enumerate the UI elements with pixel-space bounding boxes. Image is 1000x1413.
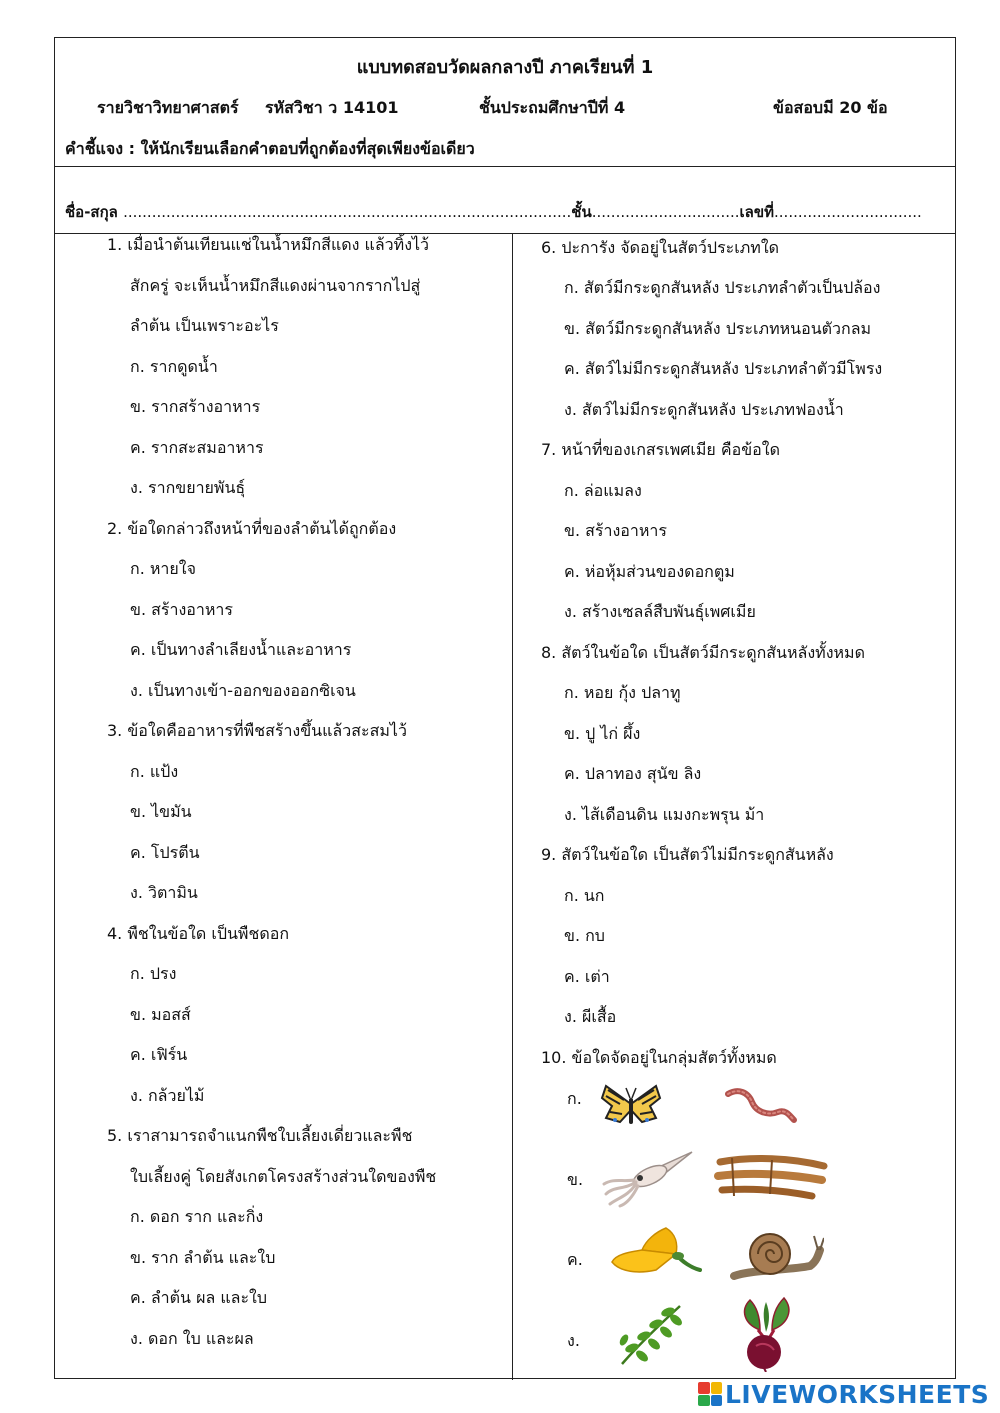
question-count: ข้อสอบมี 20 ข้อ — [773, 98, 888, 117]
roots-image — [712, 1146, 828, 1204]
earthworm-image — [722, 1086, 800, 1126]
question-5-line-2: ใบเลี้ยงคู่ โดยสังเกตโครงสร้างส่วนใดของพืช — [130, 1167, 437, 1186]
q4-option-c[interactable]: ค. เฟิร์น — [130, 1045, 188, 1064]
number-label: เลขที่ — [739, 203, 775, 221]
butterfly-image — [600, 1082, 662, 1132]
divider-line — [55, 166, 955, 167]
q2-option-d[interactable]: ง. เป็นทางเข้า-ออกของออกซิเจน — [130, 681, 356, 700]
q7-option-d[interactable]: ง. สร้างเซลล์สืบพันธุ์เพศเมีย — [564, 602, 756, 621]
class-field[interactable]: ............................... — [591, 203, 740, 221]
question-1-line-2: สักครู่ จะเห็นน้ำหมึกสีแดงผ่านจากรากไปสู่ — [130, 276, 421, 295]
q5-option-b[interactable]: ข. ราก ลำต้น และใบ — [130, 1248, 276, 1267]
subject-code: รหัสวิชา ว 14101 — [265, 98, 399, 117]
class-label: ชั้น — [571, 203, 592, 221]
question-9: 9. สัตว์ในข้อใด เป็นสัตว์ไม่มีกระดูกสันหลัง — [541, 845, 834, 864]
q8-option-c[interactable]: ค. ปลาทอง สุนัข ลิง — [564, 764, 702, 783]
question-2: 2. ข้อใดกล่าวถึงหน้าที่ของลำต้นได้ถูกต้อง — [107, 519, 397, 538]
grade-level: ชั้นประถมศึกษาปีที่ 4 — [479, 98, 626, 117]
name-field[interactable]: .............................................................................................. — [123, 203, 572, 221]
q5-option-d[interactable]: ง. ดอก ใบ และผล — [130, 1329, 254, 1348]
q8-option-b[interactable]: ข. ปู ไก่ ผึ้ง — [564, 724, 641, 743]
q10-option-b[interactable]: ข. — [567, 1170, 584, 1189]
number-field[interactable]: ............................... — [774, 203, 922, 221]
q1-option-b[interactable]: ข. รากสร้างอาหาร — [130, 397, 261, 416]
logo-text: LIVEWORKSHEETS — [725, 1379, 990, 1409]
q4-option-b[interactable]: ข. มอสส์ — [130, 1005, 191, 1024]
question-5-line-1: 5. เราสามารถจำแนกพืชใบเลี้ยงเดี่ยวและพืช — [107, 1126, 413, 1145]
q2-option-c[interactable]: ค. เป็นทางลำเลียงน้ำและอาหาร — [130, 640, 352, 659]
snail-image — [730, 1226, 824, 1282]
q6-option-d[interactable]: ง. สัตว์ไม่มีกระดูกสันหลัง ประเภทฟองน้ำ — [564, 400, 844, 419]
question-3: 3. ข้อใดคืออาหารที่พืชสร้างขึ้นแล้วสะสมไว้ — [107, 721, 407, 740]
q5-option-a[interactable]: ก. ดอก ราก และกิ่ง — [130, 1207, 264, 1226]
q2-option-a[interactable]: ก. หายใจ — [130, 559, 196, 578]
squid-image — [600, 1146, 698, 1208]
q8-option-a[interactable]: ก. หอย กุ้ง ปลาทู — [564, 683, 681, 702]
flower-image — [606, 1222, 704, 1280]
q6-option-a[interactable]: ก. สัตว์มีกระดูกสันหลัง ประเภทลำตัวเป็นปล้อง — [564, 278, 881, 297]
q3-option-a[interactable]: ก. แป้ง — [130, 762, 179, 781]
q1-option-a[interactable]: ก. รากดูดน้ำ — [130, 357, 218, 376]
subject-label: รายวิชาวิทยาศาสตร์ — [97, 98, 239, 117]
q2-option-b[interactable]: ข. สร้างอาหาร — [130, 600, 233, 619]
question-8: 8. สัตว์ในข้อใด เป็นสัตว์มีกระดูกสันหลังทั้งหมด — [541, 643, 865, 662]
q7-option-b[interactable]: ข. สร้างอาหาร — [564, 521, 667, 540]
q7-option-c[interactable]: ค. ห่อหุ้มส่วนของดอกตูม — [564, 562, 735, 581]
leaves-image — [612, 1298, 686, 1370]
q9-option-a[interactable]: ก. นก — [564, 886, 605, 905]
beetroot-image — [736, 1296, 798, 1372]
q7-option-a[interactable]: ก. ล่อแมลง — [564, 481, 642, 500]
question-4: 4. พืชในข้อใด เป็นพืชดอก — [107, 924, 289, 943]
question-6: 6. ปะการัง จัดอยู่ในสัตว์ประเภทใด — [541, 238, 780, 257]
liveworksheets-logo — [698, 1378, 989, 1410]
q6-option-b[interactable]: ข. สัตว์มีกระดูกสันหลัง ประเภทหนอนตัวกลม — [564, 319, 872, 338]
q9-option-b[interactable]: ข. กบ — [564, 926, 605, 945]
logo-grid-icon — [698, 1382, 722, 1406]
q3-option-d[interactable]: ง. วิตามิน — [130, 883, 198, 902]
q1-option-c[interactable]: ค. รากสะสมอาหาร — [130, 438, 264, 457]
q5-option-c[interactable]: ค. ลำต้น ผล และใบ — [130, 1288, 268, 1307]
q4-option-d[interactable]: ง. กล้วยไม้ — [130, 1086, 205, 1105]
q9-option-d[interactable]: ง. ผีเสื้อ — [564, 1007, 617, 1026]
question-1-line-3: ลำต้น เป็นเพราะอะไร — [130, 316, 279, 335]
q9-option-c[interactable]: ค. เต่า — [564, 967, 610, 986]
column-divider — [512, 233, 513, 1380]
question-1-line-1: 1. เมื่อนำต้นเทียนแช่ในน้ำหมึกสีแดง แล้วทิ้งไว้ — [107, 235, 430, 254]
question-7: 7. หน้าที่ของเกสรเพศเมีย คือข้อใด — [541, 440, 780, 459]
q3-option-c[interactable]: ค. โปรตีน — [130, 843, 200, 862]
q6-option-c[interactable]: ค. สัตว์ไม่มีกระดูกสันหลัง ประเภทลำตัวมีโพรง — [564, 359, 883, 378]
student-info-row — [65, 200, 922, 224]
instruction: คำชี้แจง : ให้นักเรียนเลือกคำตอบที่ถูกต้องที่สุดเพียงข้อเดียว — [65, 139, 475, 158]
name-label: ชื่อ-สกุล — [65, 203, 118, 221]
question-10: 10. ข้อใดจัดอยู่ในกลุ่มสัตว์ทั้งหมด — [541, 1048, 777, 1067]
q8-option-d[interactable]: ง. ไส้เดือนดิน แมงกะพรุน ม้า — [564, 805, 765, 824]
q10-option-a[interactable]: ก. — [567, 1089, 582, 1108]
exam-title: แบบทดสอบวัดผลกลางปี ภาคเรียนที่ 1 — [356, 57, 654, 78]
q10-option-d[interactable]: ง. — [567, 1331, 580, 1350]
q10-option-c[interactable]: ค. — [567, 1250, 583, 1269]
q4-option-a[interactable]: ก. ปรง — [130, 964, 177, 983]
q1-option-d[interactable]: ง. รากขยายพันธุ์ — [130, 478, 246, 497]
q3-option-b[interactable]: ข. ไขมัน — [130, 802, 192, 821]
